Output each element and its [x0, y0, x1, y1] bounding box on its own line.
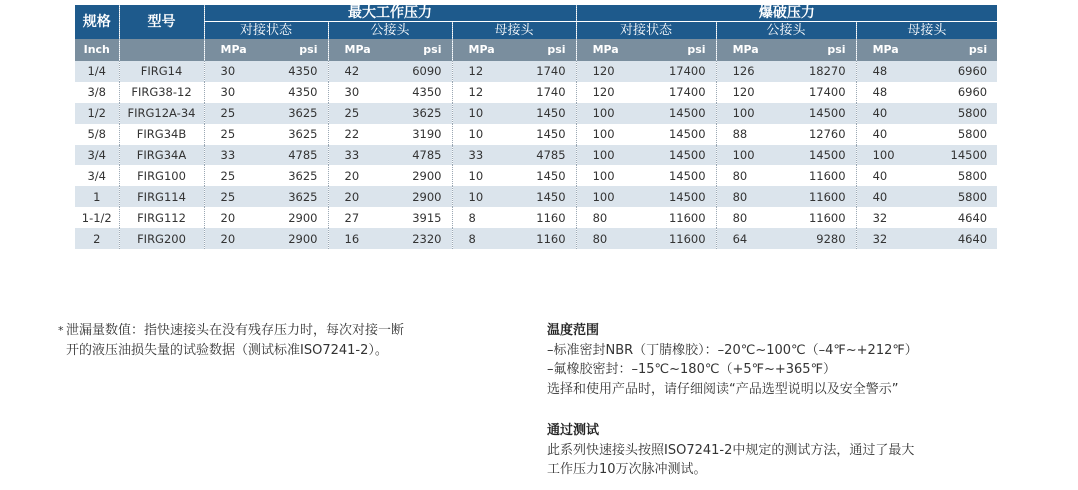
value-cell: 3190: [390, 124, 452, 145]
value-cell: 100: [856, 145, 926, 166]
header-female: 母接头: [452, 22, 576, 40]
value-cell: 40: [856, 124, 926, 145]
value-cell: 10: [452, 103, 514, 124]
value-cell: 25: [204, 103, 266, 124]
value-cell: 6090: [390, 61, 452, 82]
value-cell: 1740: [514, 61, 576, 82]
value-cell: 126: [716, 61, 786, 82]
value-cell: 1160: [514, 228, 576, 249]
unit-header: MPa: [856, 39, 926, 61]
table-row: [75, 207, 997, 228]
size-cell: 2: [75, 228, 119, 249]
model-cell: FIRG100: [119, 165, 204, 186]
value-cell: 2900: [390, 186, 452, 207]
size-cell: 5/8: [75, 124, 119, 145]
value-cell: 4640: [926, 207, 997, 228]
unit-header: psi: [390, 39, 452, 61]
value-cell: 17400: [646, 82, 716, 103]
value-cell: 80: [716, 165, 786, 186]
size-cell: 1/4: [75, 61, 119, 82]
unit-header: psi: [926, 39, 997, 61]
value-cell: 40: [856, 165, 926, 186]
size-cell: 1/2: [75, 103, 119, 124]
value-cell: 80: [576, 207, 646, 228]
model-cell: FIRG112: [119, 207, 204, 228]
value-cell: 4785: [266, 145, 328, 166]
value-cell: 10: [452, 124, 514, 145]
model-cell: FIRG200: [119, 228, 204, 249]
footnote-star: *: [58, 324, 64, 337]
model-cell: FIRG12A-34: [119, 103, 204, 124]
value-cell: 11600: [646, 228, 716, 249]
table-row: [75, 82, 997, 103]
testing-section: [547, 421, 1007, 480]
value-cell: 120: [716, 82, 786, 103]
header-model: 型号: [119, 5, 204, 39]
value-cell: 14500: [926, 145, 997, 166]
header-male: 公接头: [328, 22, 452, 40]
value-cell: 3915: [390, 207, 452, 228]
value-cell: 20: [328, 186, 390, 207]
unit-header-row: [75, 39, 997, 61]
value-cell: 3625: [266, 124, 328, 145]
header-connected: 对接状态: [204, 22, 328, 40]
value-cell: 1740: [514, 82, 576, 103]
model-cell: FIRG38-12: [119, 82, 204, 103]
table-row: [75, 103, 997, 124]
table-row: [75, 145, 997, 166]
value-cell: 4640: [926, 228, 997, 249]
value-cell: 120: [576, 82, 646, 103]
table-row: [75, 165, 997, 186]
leak-note-line2: 开的液压油损失量的试验数据（测试标准ISO7241-2）。: [66, 342, 388, 358]
value-cell: 14500: [646, 165, 716, 186]
value-cell: 48: [856, 61, 926, 82]
unit-header: MPa: [452, 39, 514, 61]
value-cell: 4785: [390, 145, 452, 166]
unit-header: Inch: [75, 39, 119, 61]
value-cell: 1160: [514, 207, 576, 228]
table-row: [75, 124, 997, 145]
value-cell: 3625: [266, 186, 328, 207]
temperature-line2: –氟橡胶密封：–15℃~180℃（+5℉~+365℉）: [547, 362, 836, 377]
value-cell: 33: [204, 145, 266, 166]
unit-header: MPa: [576, 39, 646, 61]
unit-header: psi: [646, 39, 716, 61]
value-cell: 40: [856, 103, 926, 124]
temperature-title: 温度范围: [547, 323, 600, 338]
unit-header: MPa: [204, 39, 266, 61]
size-cell: 3/4: [75, 145, 119, 166]
value-cell: 14500: [646, 145, 716, 166]
unit-header: psi: [514, 39, 576, 61]
value-cell: 25: [328, 103, 390, 124]
value-cell: 2900: [390, 165, 452, 186]
value-cell: 1450: [514, 186, 576, 207]
value-cell: 14500: [646, 103, 716, 124]
temperature-section: [547, 321, 1007, 399]
value-cell: 10: [452, 165, 514, 186]
model-cell: FIRG114: [119, 186, 204, 207]
value-cell: 6960: [926, 82, 997, 103]
header-burst-male: 公接头: [716, 22, 856, 40]
value-cell: 4350: [266, 61, 328, 82]
leak-note: [58, 321, 504, 360]
table-row: [75, 228, 997, 249]
unit-header: [119, 39, 204, 61]
temperature-line3: 选择和使用产品时，请仔细阅读“产品选型说明以及安全警示”: [547, 381, 899, 397]
value-cell: 14500: [646, 124, 716, 145]
size-cell: 3/4: [75, 165, 119, 186]
value-cell: 40: [856, 186, 926, 207]
value-cell: 9280: [786, 228, 856, 249]
value-cell: 27: [328, 207, 390, 228]
value-cell: 25: [204, 124, 266, 145]
value-cell: 4785: [514, 145, 576, 166]
value-cell: 100: [576, 186, 646, 207]
value-cell: 20: [204, 228, 266, 249]
table-row: [75, 61, 997, 82]
testing-title: 通过测试: [547, 423, 600, 438]
value-cell: 100: [576, 124, 646, 145]
value-cell: 8: [452, 228, 514, 249]
value-cell: 17400: [646, 61, 716, 82]
value-cell: 80: [716, 207, 786, 228]
value-cell: 20: [328, 165, 390, 186]
value-cell: 30: [204, 61, 266, 82]
value-cell: 4350: [390, 82, 452, 103]
value-cell: 3625: [266, 103, 328, 124]
unit-header: MPa: [328, 39, 390, 61]
value-cell: 16: [328, 228, 390, 249]
value-cell: 100: [716, 103, 786, 124]
value-cell: 2900: [266, 228, 328, 249]
value-cell: 11600: [786, 207, 856, 228]
value-cell: 12: [452, 82, 514, 103]
value-cell: 100: [576, 103, 646, 124]
header-size: 规格: [75, 5, 119, 39]
value-cell: 33: [452, 145, 514, 166]
value-cell: 3625: [266, 165, 328, 186]
value-cell: 25: [204, 165, 266, 186]
value-cell: 2320: [390, 228, 452, 249]
model-cell: FIRG14: [119, 61, 204, 82]
value-cell: 32: [856, 228, 926, 249]
value-cell: 8: [452, 207, 514, 228]
value-cell: 5800: [926, 186, 997, 207]
unit-header: psi: [266, 39, 328, 61]
size-cell: 3/8: [75, 82, 119, 103]
value-cell: 100: [716, 145, 786, 166]
value-cell: 33: [328, 145, 390, 166]
value-cell: 6960: [926, 61, 997, 82]
unit-header: MPa: [716, 39, 786, 61]
value-cell: 17400: [786, 82, 856, 103]
value-cell: 42: [328, 61, 390, 82]
value-cell: 5800: [926, 124, 997, 145]
value-cell: 1450: [514, 165, 576, 186]
value-cell: 120: [576, 61, 646, 82]
value-cell: 88: [716, 124, 786, 145]
value-cell: 10: [452, 186, 514, 207]
header-burst-female: 母接头: [856, 22, 997, 40]
value-cell: 4350: [266, 82, 328, 103]
value-cell: 48: [856, 82, 926, 103]
value-cell: 14500: [646, 186, 716, 207]
value-cell: 80: [716, 186, 786, 207]
model-cell: FIRG34B: [119, 124, 204, 145]
value-cell: 20: [204, 207, 266, 228]
value-cell: 14500: [786, 145, 856, 166]
value-cell: 11600: [786, 165, 856, 186]
header-burst-connected: 对接状态: [576, 22, 716, 40]
value-cell: 32: [856, 207, 926, 228]
temperature-line1: –标准密封NBR（丁腈橡胶）：–20℃~100℃（–4℉~+212℉）: [547, 342, 918, 358]
header-burst-pressure: 爆破压力: [576, 5, 997, 22]
table-row: [75, 186, 997, 207]
testing-line2: 工作压力10万次脉冲测试。: [547, 462, 707, 477]
value-cell: 22: [328, 124, 390, 145]
value-cell: 5800: [926, 103, 997, 124]
testing-line1: 此系列快速接头按照ISO7241-2中规定的测试方法，通过了最大: [547, 442, 915, 458]
value-cell: 2900: [266, 207, 328, 228]
value-cell: 100: [576, 145, 646, 166]
value-cell: 30: [328, 82, 390, 103]
value-cell: 11600: [646, 207, 716, 228]
value-cell: 64: [716, 228, 786, 249]
value-cell: 1450: [514, 103, 576, 124]
leak-note-line1: 泄漏量数值：指快速接头在没有残存压力时，每次对接一断: [66, 323, 405, 338]
value-cell: 11600: [786, 186, 856, 207]
value-cell: 12: [452, 61, 514, 82]
value-cell: 80: [576, 228, 646, 249]
unit-header: psi: [786, 39, 856, 61]
value-cell: 14500: [786, 103, 856, 124]
spec-table: [75, 5, 997, 249]
header-max-working-pressure: 最大工作压力: [204, 5, 576, 22]
size-cell: 1-1/2: [75, 207, 119, 228]
value-cell: 5800: [926, 165, 997, 186]
value-cell: 25: [204, 186, 266, 207]
model-cell: FIRG34A: [119, 145, 204, 166]
size-cell: 1: [75, 186, 119, 207]
value-cell: 30: [204, 82, 266, 103]
value-cell: 100: [576, 165, 646, 186]
value-cell: 1450: [514, 124, 576, 145]
value-cell: 12760: [786, 124, 856, 145]
value-cell: 18270: [786, 61, 856, 82]
value-cell: 3625: [390, 103, 452, 124]
